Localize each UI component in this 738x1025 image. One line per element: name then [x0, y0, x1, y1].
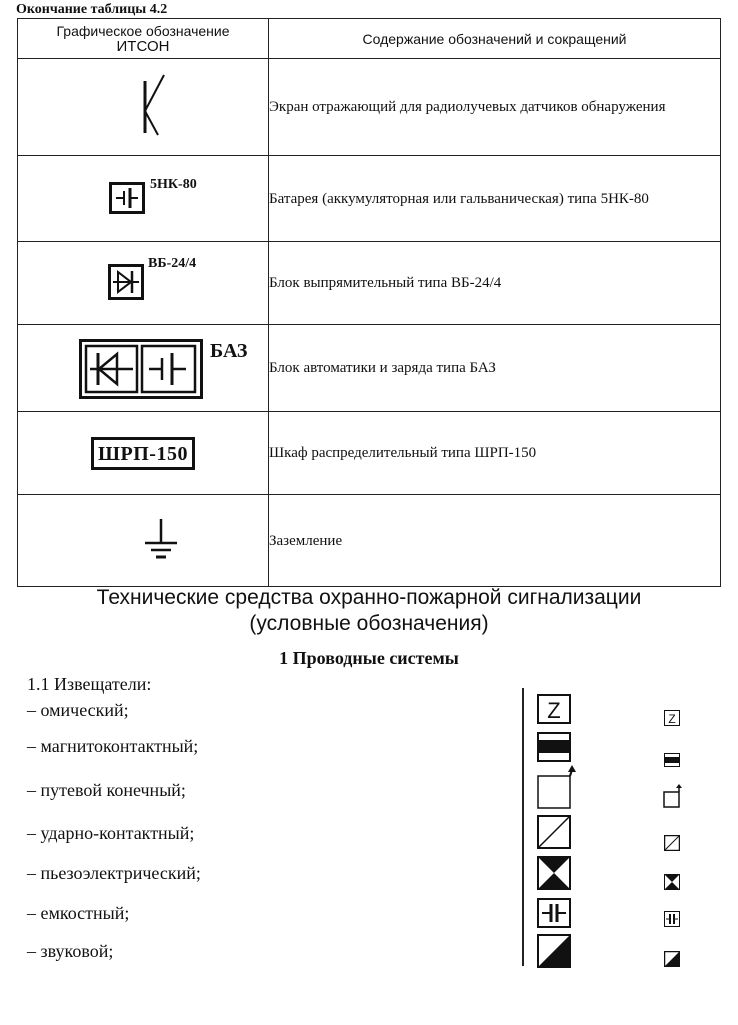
table-row: [18, 495, 721, 587]
automation-block-icon: [79, 339, 203, 399]
symbol-cell: [18, 495, 269, 587]
shock-contact-icon: [537, 815, 571, 849]
section-subtitle: 1 Проводные системы: [279, 648, 459, 668]
table-row: [18, 325, 721, 412]
piezo-icon: [537, 856, 571, 890]
detector-capacitive-label: – емкостный;: [27, 903, 130, 923]
header-col1-line2: ИТСОН: [116, 37, 170, 55]
magnetic-contact-small-icon: [664, 753, 680, 767]
table-row: [18, 59, 721, 156]
table-caption: Окончание таблицы 4.2: [16, 2, 168, 17]
detector-ohmic-label: – омический;: [27, 700, 129, 720]
capacitive-small-icon: [664, 911, 680, 927]
detector-magnetic-contact-label: – магнитоконтактный;: [27, 736, 199, 756]
description-cell: Экран отражающий для радиолучевых датчиков обнаружения: [269, 59, 721, 156]
description-cell: Заземление: [269, 495, 721, 587]
detector-acoustic-label: – звуковой;: [27, 941, 114, 961]
magnetic-contact-icon: [537, 732, 571, 762]
rectifier-type-label: ВБ-24/4: [148, 256, 197, 271]
rectifier-icon: [108, 264, 144, 300]
description-cell: Блок автоматики и заряда типа БАЗ: [269, 325, 721, 412]
reflector-screen-icon: [132, 71, 172, 141]
limit-switch-icon: [536, 764, 580, 810]
ohmic-small-icon: [664, 710, 680, 726]
ohmic-small-icon-letter: Z: [668, 712, 676, 726]
limit-switch-small-icon: [662, 784, 684, 808]
symbol-cell: [18, 59, 269, 156]
acoustic-icon: [537, 934, 571, 968]
ohmic-icon: [537, 694, 571, 724]
ohmic-icon-letter: Z: [547, 698, 561, 723]
description-cell: Блок выпрямительный типа ВБ-24/4: [269, 242, 721, 325]
description-cell: Батарея (аккумуляторная или гальваническая) типа 5НК-80: [269, 156, 721, 242]
symbol-cell: [18, 325, 269, 412]
detector-shock-contact-label: – ударно-контактный;: [27, 823, 195, 843]
table-row: [18, 242, 721, 325]
header-description: Содержание обозначений и сокращений: [269, 19, 721, 59]
detector-piezo-label: – пьезоэлектрический;: [27, 863, 201, 883]
battery-type-label: 5НК-80: [150, 177, 197, 192]
section-title: Технические средства охранно-пожарной сигнализации: [96, 586, 642, 609]
automation-block-type-label: БАЗ: [210, 340, 248, 362]
detectors-category: 1.1 Извещатели:: [27, 674, 152, 694]
divider-line: [522, 688, 524, 966]
battery-icon: [109, 182, 145, 214]
acoustic-small-icon: [664, 951, 680, 967]
header-col1-line1: Графическое обозначение: [56, 22, 230, 39]
header-graphic-designation: [18, 19, 269, 59]
section-title-note: (условные обозначения): [249, 612, 489, 635]
table-row: [18, 412, 721, 495]
table-row: [18, 156, 721, 242]
capacitive-icon: [537, 898, 571, 928]
piezo-small-icon: [664, 874, 680, 890]
symbol-cell: [18, 156, 269, 242]
table-header-row: [18, 19, 721, 59]
cabinet-type-label: ШРП-150: [91, 437, 195, 470]
ground-icon: [141, 517, 181, 563]
shock-contact-small-icon: [664, 835, 680, 851]
detector-limit-switch-label: – путевой конечный;: [27, 780, 186, 800]
legend-table: [17, 18, 721, 587]
description-cell: Шкаф распределительный типа ШРП-150: [269, 412, 721, 495]
symbol-cell: [18, 242, 269, 325]
symbol-cell: [18, 412, 269, 495]
